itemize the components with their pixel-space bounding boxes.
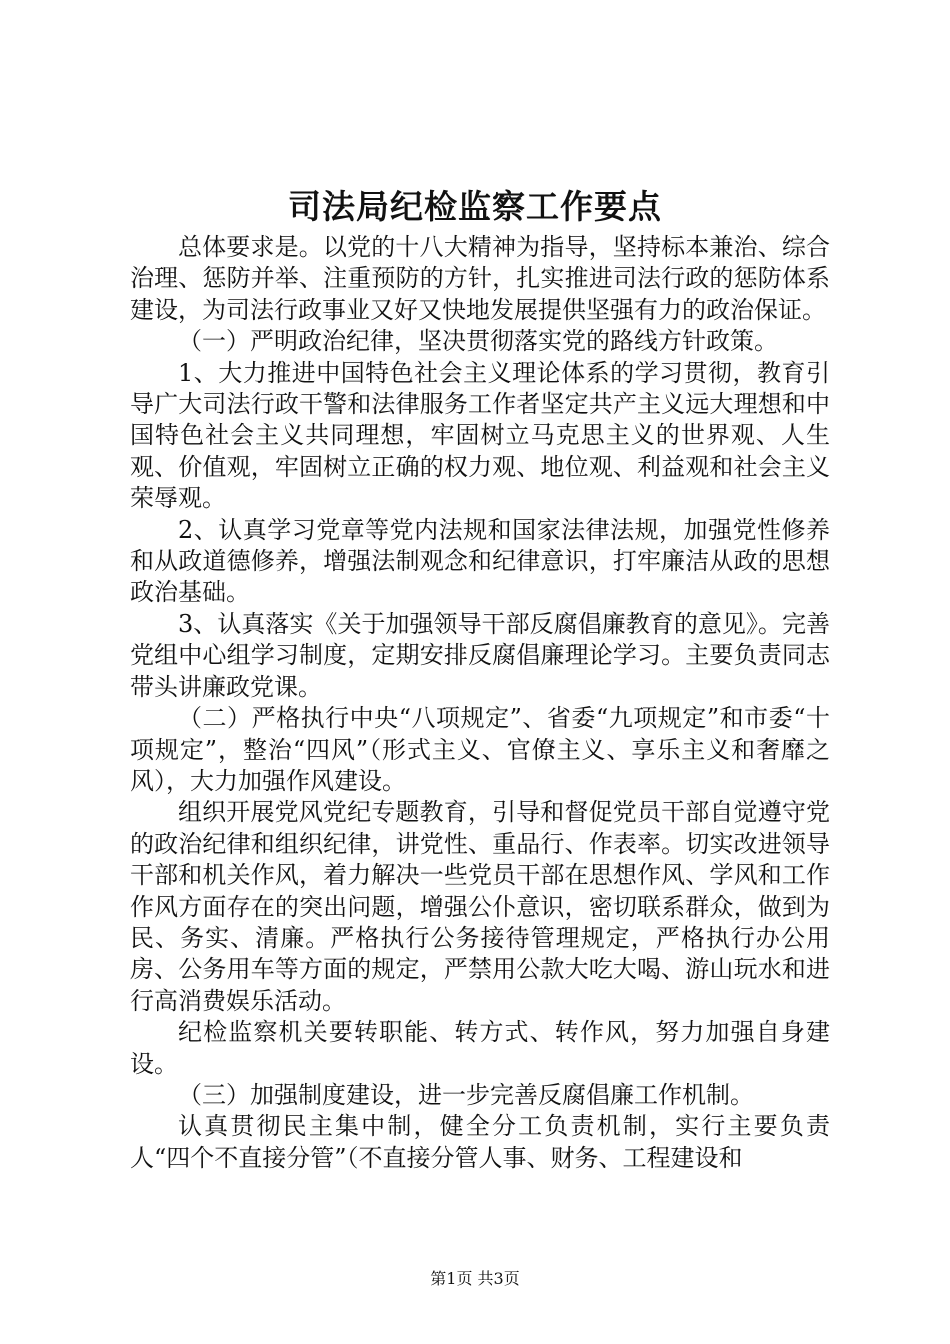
paragraph-self-construction: 纪检监察机关要转职能、转方式、转作风，努力加强自身建设。 [130, 1018, 830, 1078]
page-number-footer: 第1页 共3页 [430, 1269, 520, 1288]
paragraph-general-requirement: 总体要求是。以党的十八大精神为指导，坚持标本兼治、综合治理、惩防并举、注重预防的方针，扎实推进司法行政的惩防体系建设，为司法行政事业又好又快地发展提供坚强有力的政治保证。 [130, 233, 830, 324]
paragraph-item-1: 1、大力推进中国特色社会主义理论体系的学习贯彻，教育引导广大司法行政干警和法律服务工作者坚定共产主义远大理想和中国特色社会主义共同理想，牢固树立马克思主义的世界观、人生观、价值观，牢固树立正确的权力观、地位观、利益观和社会主义荣辱观。 [130, 358, 830, 513]
section-heading-2: （二）严格执行中央“八项规定”、省委“九项规定”和市委“十项规定”，整治“四风”（形式主义、官僚主义、享乐主义和奢靡之风），大力加强作风建设。 [130, 704, 830, 795]
paragraph-democratic-centralism: 认真贯彻民主集中制，健全分工负责机制，实行主要负责人“四个不直接分管”（不直接分管人事、财务、工程建设和 [130, 1112, 830, 1172]
paragraph-item-2: 2、认真学习党章等党内法规和国家法律法规，加强党性修养和从政道德修养，增强法制观念和纪律意识，打牢廉洁从政的思想政治基础。 [130, 515, 830, 607]
paragraph-item-3: 3、认真落实《关于加强领导干部反腐倡廉教育的意见》。完善党组中心组学习制度，定期安排反腐倡廉理论学习。主要负责同志带头讲廉政党课。 [130, 609, 830, 701]
document-body [130, 232, 830, 1174]
paragraph-style-education: 组织开展党风党纪专题教育，引导和督促党员干部自觉遵守党的政治纪律和组织纪律，讲党性、重品行、作表率。切实改进领导干部和机关作风，着力解决一些党员干部在思想作风、学风和工作作风方面存在的突出问题，增强公仆意识，密切联系群众，做到为民、务实、清廉。严格执行公务接待管理规定，严格执行办公用房、公务用车等方面的规定，严禁用公款大吃大喝、游山玩水和进行高消费娱乐活动。 [130, 798, 830, 1015]
section-heading-1: （一）严明政治纪律，坚决贯彻落实党的路线方针政策。 [178, 327, 778, 356]
document-title: 司法局纪检监察工作要点 [288, 187, 662, 226]
section-heading-3: （三）加强制度建设，进一步完善反腐倡廉工作机制。 [178, 1080, 754, 1109]
